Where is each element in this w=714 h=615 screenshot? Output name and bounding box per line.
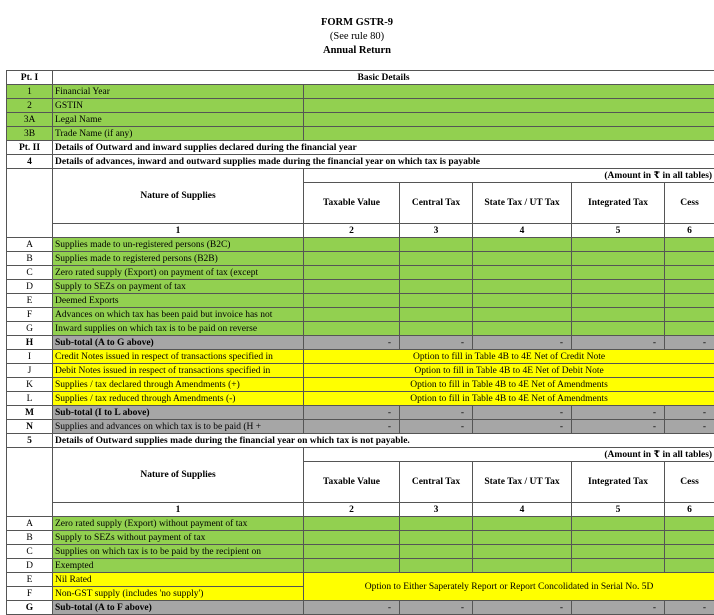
row-label: Debit Notes issued in respect of transactions specified in <box>53 364 304 378</box>
gstr9-table <box>6 70 714 615</box>
row-label: Legal Name <box>53 113 304 127</box>
value-input[interactable] <box>400 280 473 294</box>
value-input[interactable] <box>400 252 473 266</box>
subtotal-value: - <box>400 406 473 420</box>
table-row <box>7 545 714 559</box>
subtotal-value: - <box>473 601 572 615</box>
subtotal-value: - <box>473 406 572 420</box>
row-key: L <box>7 392 53 406</box>
table-row <box>7 573 714 587</box>
value-input[interactable] <box>572 308 665 322</box>
row-label: Supplies on which tax is to be paid by the recipient on <box>53 545 304 559</box>
column-number: 6 <box>665 503 714 517</box>
column-number: 3 <box>400 224 473 238</box>
option-note: Option to Either Saperately Report or Report Concolidated in Serial No. 5D <box>304 573 714 601</box>
value-input[interactable] <box>304 308 400 322</box>
option-row <box>7 350 714 364</box>
option-row <box>7 364 714 378</box>
basic-detail-input[interactable] <box>304 99 714 113</box>
value-input[interactable] <box>304 280 400 294</box>
row-key: C <box>7 545 53 559</box>
value-input[interactable] <box>473 517 572 531</box>
basic-detail-row <box>7 99 714 113</box>
value-input[interactable] <box>473 294 572 308</box>
column-header-taxable: Taxable Value <box>304 462 400 503</box>
value-input[interactable] <box>572 531 665 545</box>
row-key: C <box>7 266 53 280</box>
value-input[interactable] <box>572 559 665 573</box>
row-key: G <box>7 601 53 615</box>
column-header-state: State Tax / UT Tax <box>473 183 572 224</box>
option-note: Option to fill in Table 4B to 4E Net of Credit Note <box>304 350 714 364</box>
value-input[interactable] <box>572 294 665 308</box>
subtotal-value: - <box>665 420 714 434</box>
subtotal-value: - <box>304 601 400 615</box>
value-input[interactable] <box>665 294 714 308</box>
row-label: Inward supplies on which tax is to be paid on reverse <box>53 322 304 336</box>
section-heading: Basic Details <box>53 71 714 85</box>
column-header-row <box>7 448 714 462</box>
subtotal-value: - <box>665 601 714 615</box>
value-input[interactable] <box>400 322 473 336</box>
column-number: 3 <box>400 503 473 517</box>
row-label: Non-GST supply (includes 'no supply') <box>53 587 304 601</box>
part1-heading-row <box>7 71 714 85</box>
value-input[interactable] <box>473 280 572 294</box>
row-label: Credit Notes issued in respect of transactions specified in <box>53 350 304 364</box>
subtotal-label: Sub-total (I to L above) <box>53 406 304 420</box>
table-row <box>7 280 714 294</box>
value-input[interactable] <box>473 322 572 336</box>
value-input[interactable] <box>400 308 473 322</box>
option-row <box>7 378 714 392</box>
column-header-integrated: Integrated Tax <box>572 462 665 503</box>
column-header-integrated: Integrated Tax <box>572 183 665 224</box>
value-input[interactable] <box>665 266 714 280</box>
value-input[interactable] <box>665 322 714 336</box>
row-key: E <box>7 573 53 587</box>
subtotal-value: - <box>572 601 665 615</box>
subtotal-value: - <box>572 336 665 350</box>
basic-detail-input[interactable] <box>304 127 714 141</box>
blank-cell <box>7 169 53 238</box>
form-subtitle-2: Annual Return <box>0 44 714 58</box>
row-label: Deemed Exports <box>53 294 304 308</box>
subtotal-label: Sub-total (A to G above) <box>53 336 304 350</box>
table-row <box>7 266 714 280</box>
value-input[interactable] <box>304 559 400 573</box>
column-header-central: Central Tax <box>400 462 473 503</box>
value-input[interactable] <box>304 322 400 336</box>
column-header-taxable: Taxable Value <box>304 183 400 224</box>
table-row <box>7 559 714 573</box>
basic-detail-row <box>7 113 714 127</box>
amount-note: (Amount in ₹ in all tables) <box>304 169 714 183</box>
column-header-nature: Nature of Supplies <box>53 448 304 503</box>
value-input[interactable] <box>304 517 400 531</box>
table-row <box>7 294 714 308</box>
value-input[interactable] <box>665 308 714 322</box>
row-key: H <box>7 336 53 350</box>
value-input[interactable] <box>572 238 665 252</box>
row-label: Supplies / tax declared through Amendments (+) <box>53 378 304 392</box>
row-key: D <box>7 559 53 573</box>
form-title: FORM GSTR-9 <box>0 0 714 30</box>
row-label: Advances on which tax has been paid but invoice has not <box>53 308 304 322</box>
section-heading: Details of Outward supplies made during the financial year on which tax is not payable. <box>53 434 714 448</box>
value-input[interactable] <box>304 266 400 280</box>
option-note: Option to fill in Table 4B to 4E Net of Amendments <box>304 392 714 406</box>
row-label: Supply to SEZs on payment of tax <box>53 280 304 294</box>
column-header-cess: Cess <box>665 462 714 503</box>
subtotal-value: - <box>665 406 714 420</box>
value-input[interactable] <box>665 280 714 294</box>
value-input[interactable] <box>473 238 572 252</box>
column-header-central: Central Tax <box>400 183 473 224</box>
basic-detail-row <box>7 127 714 141</box>
row-key: K <box>7 378 53 392</box>
value-input[interactable] <box>400 517 473 531</box>
basic-detail-input[interactable] <box>304 85 714 99</box>
row-key: A <box>7 517 53 531</box>
table-row <box>7 517 714 531</box>
value-input[interactable] <box>400 266 473 280</box>
subtotal-value: - <box>400 336 473 350</box>
column-number: 2 <box>304 224 400 238</box>
table-row <box>7 531 714 545</box>
row-label: Supplies made to registered persons (B2B) <box>53 252 304 266</box>
subtotal-value: - <box>304 420 400 434</box>
value-input[interactable] <box>400 531 473 545</box>
basic-detail-input[interactable] <box>304 113 714 127</box>
value-input[interactable] <box>304 238 400 252</box>
row-key: N <box>7 420 53 434</box>
row-label: GSTIN <box>53 99 304 113</box>
subtotal-value: - <box>400 601 473 615</box>
part-label: Pt. II <box>7 141 53 155</box>
row-number: 1 <box>7 85 53 99</box>
column-header-nature: Nature of Supplies <box>53 169 304 224</box>
option-note: Option to fill in Table 4B to 4E Net of Debit Note <box>304 364 714 378</box>
total-row <box>7 420 714 434</box>
value-input[interactable] <box>473 531 572 545</box>
row-label: Supplies / tax reduced through Amendments (-) <box>53 392 304 406</box>
section-heading: Details of Outward and inward supplies declared during the financial year <box>53 141 714 155</box>
value-input[interactable] <box>400 545 473 559</box>
value-input[interactable] <box>473 559 572 573</box>
value-input[interactable] <box>572 280 665 294</box>
table-row <box>7 252 714 266</box>
section-heading: Details of advances, inward and outward supplies made during the financial year on which tax is payable <box>53 155 714 169</box>
row-key: F <box>7 587 53 601</box>
subtotal-value: - <box>572 420 665 434</box>
value-input[interactable] <box>304 252 400 266</box>
value-input[interactable] <box>473 252 572 266</box>
column-number: 5 <box>572 224 665 238</box>
option-note: Option to fill in Table 4B to 4E Net of Amendments <box>304 378 714 392</box>
value-input[interactable] <box>473 308 572 322</box>
subtotal-row <box>7 406 714 420</box>
row-label: Supply to SEZs without payment of tax <box>53 531 304 545</box>
value-input[interactable] <box>304 294 400 308</box>
column-header-row <box>7 169 714 183</box>
value-input[interactable] <box>572 545 665 559</box>
column-header-state: State Tax / UT Tax <box>473 462 572 503</box>
value-input[interactable] <box>572 517 665 531</box>
section-number: 4 <box>7 155 53 169</box>
row-key: B <box>7 531 53 545</box>
option-row <box>7 392 714 406</box>
column-number: 5 <box>572 503 665 517</box>
row-key: A <box>7 238 53 252</box>
row-label: Financial Year <box>53 85 304 99</box>
table-row <box>7 322 714 336</box>
value-input[interactable] <box>665 252 714 266</box>
value-input[interactable] <box>400 559 473 573</box>
table-row <box>7 308 714 322</box>
subtotal-value: - <box>473 420 572 434</box>
subtotal-row <box>7 601 714 615</box>
row-number: 3A <box>7 113 53 127</box>
value-input[interactable] <box>665 559 714 573</box>
subtotal-value: - <box>665 336 714 350</box>
row-label: Zero rated supply (Export) on payment of tax (except <box>53 266 304 280</box>
subtotal-value: - <box>473 336 572 350</box>
value-input[interactable] <box>473 545 572 559</box>
value-input[interactable] <box>572 266 665 280</box>
row-label: Supplies made to un-registered persons (B2C) <box>53 238 304 252</box>
column-number-row <box>7 224 714 238</box>
amount-note: (Amount in ₹ in all tables) <box>304 448 714 462</box>
subtotal-row <box>7 336 714 350</box>
column-number-row <box>7 503 714 517</box>
value-input[interactable] <box>400 238 473 252</box>
row-number: 3B <box>7 127 53 141</box>
subtotal-value: - <box>304 406 400 420</box>
section-number: 5 <box>7 434 53 448</box>
row-label: Nil Rated <box>53 573 304 587</box>
column-number: 4 <box>473 224 572 238</box>
table-row <box>7 238 714 252</box>
value-input[interactable] <box>665 545 714 559</box>
row-label: Trade Name (if any) <box>53 127 304 141</box>
column-header-cess: Cess <box>665 183 714 224</box>
row-key: J <box>7 364 53 378</box>
value-input[interactable] <box>665 517 714 531</box>
subtotal-label: Sub-total (A to F above) <box>53 601 304 615</box>
part-label: Pt. I <box>7 71 53 85</box>
value-input[interactable] <box>572 252 665 266</box>
blank-cell <box>7 448 53 517</box>
subtotal-value: - <box>572 406 665 420</box>
row-key: D <box>7 280 53 294</box>
row-key: I <box>7 350 53 364</box>
value-input[interactable] <box>665 531 714 545</box>
part2-heading-row <box>7 141 714 155</box>
row-label: Zero rated supply (Export) without payment of tax <box>53 517 304 531</box>
subtotal-value: - <box>304 336 400 350</box>
value-input[interactable] <box>473 266 572 280</box>
column-number: 1 <box>53 503 304 517</box>
row-key: F <box>7 308 53 322</box>
row-key: M <box>7 406 53 420</box>
column-number: 4 <box>473 503 572 517</box>
form-header <box>0 0 714 58</box>
column-number: 6 <box>665 224 714 238</box>
row-key: E <box>7 294 53 308</box>
column-number: 2 <box>304 503 400 517</box>
row-number: 2 <box>7 99 53 113</box>
basic-detail-row <box>7 85 714 99</box>
row-key: B <box>7 252 53 266</box>
row-label: Exempted <box>53 559 304 573</box>
section5-heading-row <box>7 434 714 448</box>
row-key: G <box>7 322 53 336</box>
subtotal-label: Supplies and advances on which tax is to be paid (H + <box>53 420 304 434</box>
section4-heading-row <box>7 155 714 169</box>
value-input[interactable] <box>572 322 665 336</box>
value-input[interactable] <box>304 545 400 559</box>
value-input[interactable] <box>665 238 714 252</box>
form-subtitle: (See rule 80) <box>0 30 714 44</box>
subtotal-value: - <box>400 420 473 434</box>
column-number: 1 <box>53 224 304 238</box>
value-input[interactable] <box>400 294 473 308</box>
value-input[interactable] <box>304 531 400 545</box>
